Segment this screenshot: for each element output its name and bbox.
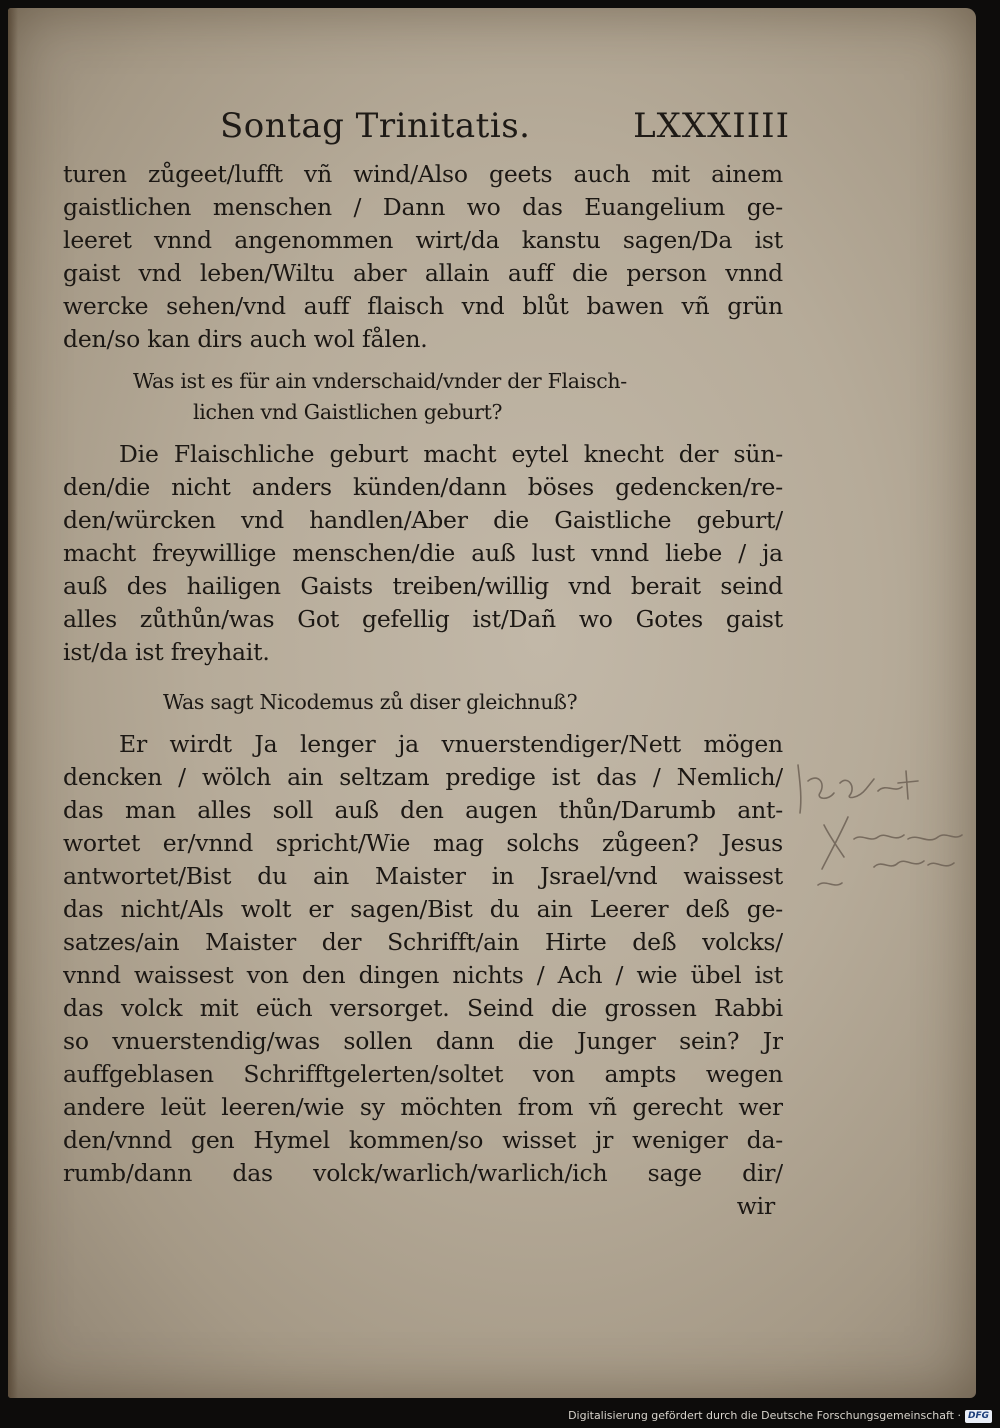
text-line: wercke sehen/vnd auff flaisch vnd blůt bawen vñ grün — [63, 292, 783, 320]
answer-paragraph — [63, 728, 783, 1223]
text-line: auß des hailigen Gaists treiben/willig vnd berait seind — [63, 572, 783, 600]
main-text — [63, 158, 783, 1223]
running-title: Sontag Trinitatis. — [220, 106, 531, 146]
question-line: Was ist es für ain vnderschaid/vnder der Flaisch‑ — [133, 369, 627, 393]
digitization-credit — [568, 1408, 992, 1424]
text-line: den/würcken vnd handlen/Aber die Gaistliche geburt/ — [63, 506, 783, 534]
text-line: ist/da ist freyhait. — [63, 638, 270, 666]
text-line: Er wirdt Ja lenger ja vnuerstendiger/Nett mögen — [119, 730, 783, 758]
question-heading — [63, 366, 783, 428]
question-heading — [63, 687, 783, 718]
answer-paragraph — [63, 438, 783, 669]
page-header — [220, 106, 790, 158]
paragraph-continuation — [63, 158, 783, 356]
text-line: vnnd waissest von den dingen nichts / Ach / wie übel ist — [63, 961, 783, 989]
text-line: dencken / wölch ain seltzam predige ist das / Nemlich/ — [63, 763, 783, 791]
text-line: das volck mit eüch versorget. Seind die grossen Rabbi — [63, 994, 783, 1022]
text-line: macht freywillige menschen/die auß lust vnnd liebe / ja — [63, 539, 783, 567]
text-line: wortet er/vnnd spricht/Wie mag solchs zůgeen? Jesus — [63, 829, 783, 857]
text-line: gaist vnd leben/Wiltu aber allain auff die person vnnd — [63, 259, 783, 287]
text-line: so vnuerstendig/was sollen dann die Junger sein? Jr — [63, 1027, 783, 1055]
dfg-logo: DFG — [965, 1410, 992, 1423]
folio-number: LXXXIIII — [633, 106, 790, 146]
text-line: satzes/ain Maister der Schrifft/ain Hirte deß volcks/ — [63, 928, 783, 956]
text-line: turen zůgeet/lufft vñ wind/Also geets auch mit ainem — [63, 160, 783, 188]
text-line: das man alles soll auß den augen thůn/Darumb ant‑ — [63, 796, 783, 824]
handwriting-scribble-icon — [778, 753, 976, 913]
handwritten-margin-note — [778, 753, 976, 913]
text-line: antwortet/Bist du ain Maister in Jsrael/vnd waissest — [63, 862, 783, 890]
book-page — [8, 8, 976, 1398]
text-line: alles zůthůn/was Got gefellig ist/Dañ wo Gotes gaist — [63, 605, 783, 633]
text-line: den/vnnd gen Hymel kommen/so wisset jr weniger da‑ — [63, 1126, 783, 1154]
catchword: wir — [736, 1192, 775, 1220]
text-line: das nicht/Als wolt er sagen/Bist du ain Leerer deß ge‑ — [63, 895, 783, 923]
text-line: den/so kan dirs auch wol fålen. — [63, 325, 428, 353]
text-line: andere leüt leeren/wie sy möchten from vñ gerecht wer — [63, 1093, 783, 1121]
question-line: lichen vnd Gaistlichen geburt? — [193, 400, 503, 424]
text-line: Die Flaischliche geburt macht eytel knecht der sün‑ — [119, 440, 783, 468]
question-line: Was sagt Nicodemus zů diser gleichnuß? — [163, 690, 578, 714]
text-line: rumb/dann das volck/warlich/warlich/ich sage dir/ — [63, 1159, 783, 1187]
text-line: auffgeblasen Schrifftgelerten/soltet von ampts wegen — [63, 1060, 783, 1088]
text-line: gaistlichen menschen / Dann wo das Euangelium ge‑ — [63, 193, 783, 221]
page-gutter-shadow — [8, 8, 18, 1398]
credit-text: Digitalisierung gefördert durch die Deutsche Forschungsgemeinschaft · — [568, 1409, 961, 1422]
text-line: den/die nicht anders künden/dann böses gedencken/re‑ — [63, 473, 783, 501]
text-line: leeret vnnd angenommen wirt/da kanstu sagen/Da ist — [63, 226, 783, 254]
